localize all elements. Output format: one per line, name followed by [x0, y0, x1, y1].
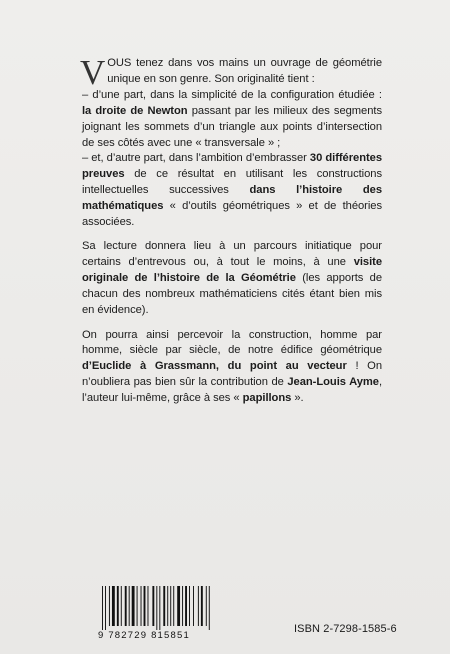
barcode-bar — [193, 586, 194, 626]
visit-term: visite originale de l’histoire de la Géométrie — [82, 256, 382, 285]
paragraph-1 — [80, 53, 383, 231]
dash-2-text: – et, d’autre part, dans l’ambition d’embrasser — [82, 152, 310, 165]
dash-2-middle: de ce résultat en utilisant les constructions intellectuelles successives — [82, 168, 382, 197]
drop-cap: V — [80, 53, 106, 92]
barcode-digits: 9 782729 815851 — [98, 630, 190, 641]
paragraph-3 — [82, 328, 382, 408]
paragraph-2 — [82, 239, 382, 319]
barcode — [98, 586, 210, 648]
barcode-bar — [148, 586, 149, 626]
intro-text: OUS tenez dans vos mains un ouvrage de géométrie unique en son genre. Son originalité tient : — [107, 57, 382, 85]
isbn-number: ISBN 2-7298-1585-6 — [294, 623, 397, 635]
barcode-bar — [129, 586, 130, 626]
barcode-bar — [109, 586, 110, 626]
barcode-bar — [144, 586, 146, 626]
barcode-bar — [132, 586, 135, 626]
barcode-bar — [170, 586, 171, 626]
barcode-bar — [121, 586, 122, 626]
barcode-bars — [98, 586, 210, 630]
euclid-grassmann-term: d’Euclide à Grassmann, du point au vecteur — [82, 360, 347, 373]
papillons-term: papillons — [242, 392, 292, 405]
barcode-bar — [182, 586, 183, 626]
barcode-bar — [152, 586, 154, 626]
p3-post: ». — [291, 392, 304, 405]
p2-post: (les apports de chacun des nombreux mathématiciens cités étant bien mis en évidence). — [82, 272, 383, 317]
proofs-count-term: 30 différentes preuves — [82, 152, 383, 181]
barcode-bar — [163, 586, 165, 626]
p3-mid-2: , l’auteur lui-même, grâce à ses « — [82, 376, 382, 405]
barcode-bar — [209, 586, 210, 630]
dash-2-end: « d’outils géométriques » et de théories associées. — [82, 200, 382, 229]
barcode-bar — [173, 586, 174, 626]
barcode-bar — [177, 586, 180, 626]
barcode-bar — [141, 586, 142, 626]
p3-pre: On pourra ainsi percevoir la construction, homme par homme, siècle par siècle, de notre édifice géométrique — [82, 328, 382, 357]
barcode-bar — [117, 586, 119, 626]
dash-1-text: – d’une part, dans la simplicité de la configuration étudiée : — [82, 88, 382, 101]
dash-1-continuation: passant par les milieux des segments joignant les sommets d’un triangle aux points d’intersection de ses côtés avec une « transversale » ; — [82, 104, 383, 149]
barcode-bar — [201, 586, 203, 626]
barcode-bar — [185, 586, 187, 626]
barcode-bar — [189, 586, 190, 626]
blurb-text — [80, 53, 383, 416]
barcode-bar — [159, 586, 160, 630]
barcode-bar — [206, 586, 207, 626]
newton-line-term: la droite de Newton — [82, 104, 188, 117]
history-term: dans l’histoire des mathématiques — [82, 184, 382, 213]
author-name: Jean-Louis Ayme — [287, 376, 379, 389]
p3-mid-1: ! On n’oubliera pas bien sûr la contribution de — [82, 360, 383, 389]
barcode-bar — [156, 586, 157, 630]
barcode-bar — [105, 586, 106, 630]
p2-pre: Sa lecture donnera lieu à un parcours initiatique pour certains d’entrevous ou, à tout le moins, à une — [82, 240, 382, 269]
barcode-bar — [102, 586, 103, 630]
barcode-bar — [112, 586, 115, 626]
barcode-bar — [198, 586, 199, 626]
barcode-bar — [167, 586, 168, 626]
barcode-bar — [125, 586, 127, 626]
barcode-bar — [137, 586, 138, 626]
